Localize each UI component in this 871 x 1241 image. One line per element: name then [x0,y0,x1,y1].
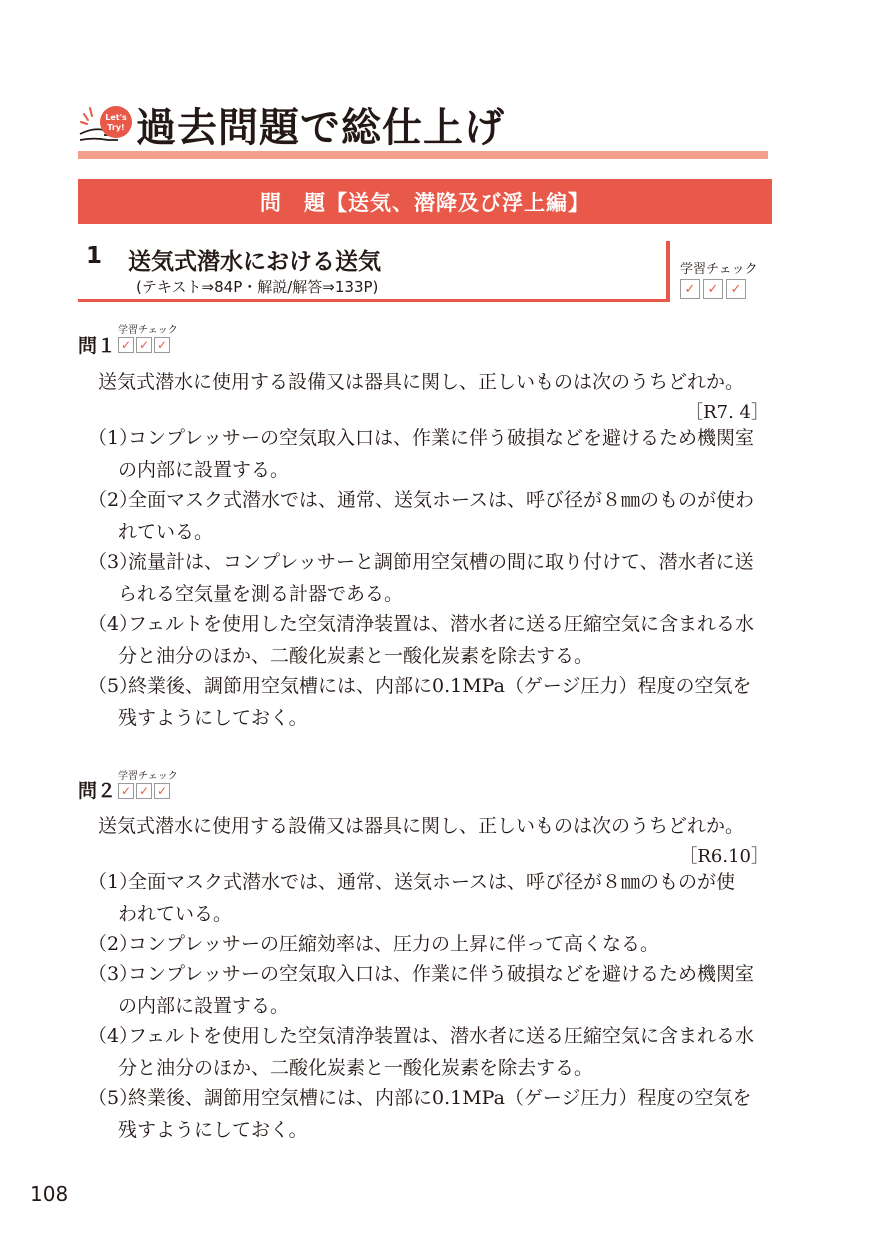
problem-banner: 問 題【送気、潜降及び浮上編】 [78,179,772,224]
section-divider-horizontal [78,299,670,302]
option-text: 全面マスク式潜水では、通常、送気ホースは、呼び径が８㎜のものが使 [128,871,736,893]
option-text: 流量計は、コンプレッサーと調節用空気槽の間に取り付けて、潜水者に送 [128,551,754,573]
answer-option [88,1082,778,1146]
question-stem: 送気式潜水に使用する設備又は器具に関し、正しいものは次のうちどれか。 [98,815,745,837]
option-number: （5） [88,1087,139,1109]
section-reference: (テキスト⇒84P・解説/解答⇒133P) [136,278,379,296]
checkbox[interactable] [118,783,134,799]
option-text-continued: の内部に設置する。 [118,995,290,1017]
study-check-label: 学習チェック [680,262,758,277]
checkbox[interactable] [726,279,746,299]
svg-text:Let's: Let's [105,113,127,122]
checkbox[interactable] [118,337,134,353]
check-icon: ✓ [707,281,719,297]
option-text: 終業後、調節用空気槽には、内部に0.1MPa（ゲージ圧力）程度の空気を [128,675,752,697]
section-number: 1 [86,243,103,269]
check-icon: ✓ [120,338,132,352]
checkbox[interactable] [136,783,152,799]
section-title: 送気式潜水における送気 [128,249,381,275]
option-text-continued: われている。 [118,903,233,925]
checkbox[interactable] [154,783,170,799]
option-number: （4） [88,613,139,635]
option-text-continued: 分と油分のほか、二酸化炭素と一酸化炭素を除去する。 [118,1057,594,1079]
option-number: （2） [88,489,139,511]
checkbox[interactable] [136,337,152,353]
checkbox[interactable] [680,279,700,299]
section-divider-vertical [666,241,670,302]
option-text-continued: の内部に設置する。 [118,459,290,481]
option-text: コンプレッサーの空気取入口は、作業に伴う破損などを避けるため機関室 [128,963,755,985]
check-icon: ✓ [138,784,150,798]
title-underline [78,151,768,159]
check-icon: ✓ [730,281,742,297]
question-study-check [118,767,178,799]
answer-option [88,1020,778,1084]
checkbox[interactable] [154,337,170,353]
check-icon: ✓ [684,281,696,297]
study-check-label: 学習チェック [118,325,178,336]
question-label: 問１ [78,335,117,357]
question-source: ［R6.10］ [679,846,769,867]
check-icon: ✓ [156,338,168,352]
option-text: コンプレッサーの圧縮効率は、圧力の上昇に伴って高くなる。 [128,933,660,955]
option-number: （5） [88,675,139,697]
option-number: （2） [88,933,139,955]
option-text: 全面マスク式潜水では、通常、送気ホースは、呼び径が８㎜のものが使わ [128,489,755,511]
option-text-continued: られる空気量を測る計器である。 [118,583,404,605]
checkbox[interactable] [703,279,723,299]
option-number: （3） [88,963,139,985]
answer-option [88,866,778,930]
answer-option [88,546,778,610]
option-text-continued: 分と油分のほか、二酸化炭素と一酸化炭素を除去する。 [118,645,594,667]
option-number: （1） [88,871,139,893]
answer-option [88,670,778,734]
lets-try-hand-icon [78,100,134,150]
option-text: フェルトを使用した空気清浄装置は、潜水者に送る圧縮空気に含まれる水 [128,1025,755,1047]
question-stem: 送気式潜水に使用する設備又は器具に関し、正しいものは次のうちどれか。 [98,371,745,393]
answer-option [88,422,778,486]
option-number: （3） [88,551,139,573]
check-icon: ✓ [138,338,150,352]
study-check-label: 学習チェック [118,771,178,782]
check-icon: ✓ [120,784,132,798]
option-text: 終業後、調節用空気槽には、内部に0.1MPa（ゲージ圧力）程度の空気を [128,1087,752,1109]
option-text: フェルトを使用した空気清浄装置は、潜水者に送る圧縮空気に含まれる水 [128,613,755,635]
section-study-check [680,258,758,299]
question-source: ［R7. 4］ [685,402,769,423]
option-text: コンプレッサーの空気取入口は、作業に伴う破損などを避けるため機関室 [128,427,755,449]
answer-option [88,608,778,672]
answer-option [88,928,778,960]
option-number: （1） [88,427,139,449]
option-text-continued: 残すようにしておく。 [118,707,308,729]
svg-text:Try!: Try! [107,123,125,132]
question-study-check [118,321,178,353]
option-text-continued: れている。 [118,521,214,543]
answer-option [88,958,778,1022]
answer-option [88,484,778,548]
check-icon: ✓ [156,784,168,798]
option-text-continued: 残すようにしておく。 [118,1119,308,1141]
option-number: （4） [88,1025,139,1047]
question-label: 問２ [78,780,117,802]
page-title: 過去問題で総仕上げ [136,105,505,151]
page-number: 108 [30,1182,69,1206]
